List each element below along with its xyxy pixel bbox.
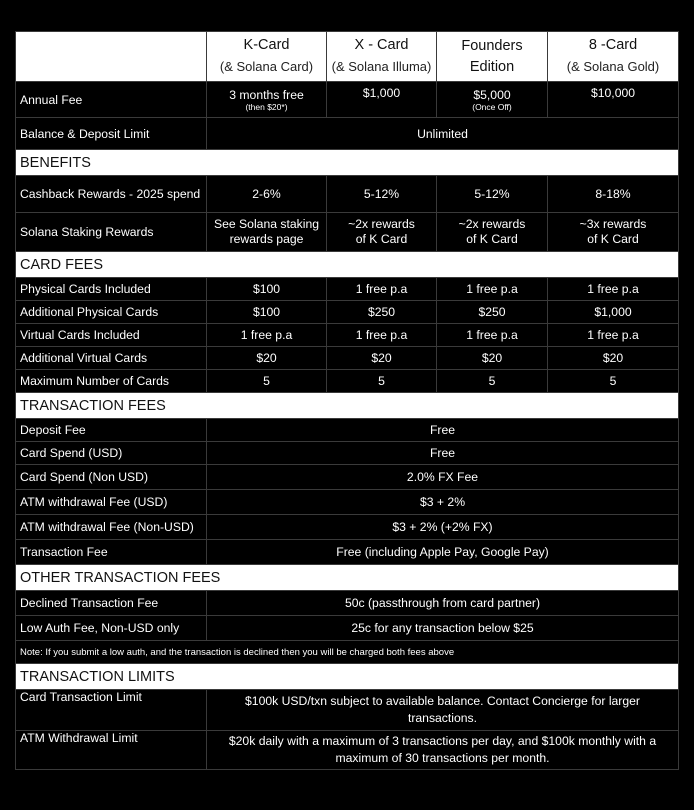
table-row xyxy=(16,490,679,515)
cell-k-card: 1 free p.a xyxy=(207,324,327,347)
row-value: $3 + 2% (+2% FX) xyxy=(207,515,679,540)
row-value: Free xyxy=(207,442,679,465)
cell-founders: 1 free p.a xyxy=(437,278,548,301)
cashback-founders: 5-12% xyxy=(437,176,548,213)
balance-row xyxy=(16,118,679,150)
header-x-card: X - Card (& Solana Illuma) xyxy=(327,32,437,82)
cell-x-card: 5 xyxy=(327,370,437,393)
cell-k-card: $100 xyxy=(207,278,327,301)
table-row xyxy=(16,731,679,770)
section-title: TRANSACTION FEES xyxy=(16,393,679,419)
table-row xyxy=(16,442,679,465)
annual-fee-row xyxy=(16,82,679,118)
row-value: 25c for any transaction below $25 xyxy=(207,616,679,641)
section-title: OTHER TRANSACTION FEES xyxy=(16,565,679,591)
cashback-8-card: 8-18% xyxy=(548,176,679,213)
table-row xyxy=(16,419,679,442)
cell-k-card: 5 xyxy=(207,370,327,393)
section-title: TRANSACTION LIMITS xyxy=(16,664,679,690)
row-value: $100k USD/txn subject to available balance. Contact Concierge for larger transactions. xyxy=(207,690,679,731)
table-row xyxy=(16,301,679,324)
row-label: Card Spend (USD) xyxy=(16,442,207,465)
row-label: Deposit Fee xyxy=(16,419,207,442)
cell-8-card: $1,000 xyxy=(548,301,679,324)
annual-fee-x-card: $1,000 xyxy=(327,82,437,118)
cell-founders: 5 xyxy=(437,370,548,393)
section-title: CARD FEES xyxy=(16,252,679,278)
row-label: Additional Physical Cards xyxy=(16,301,207,324)
cell-k-card: $100 xyxy=(207,301,327,324)
row-label: ATM withdrawal Fee (USD) xyxy=(16,490,207,515)
cell-8-card: 5 xyxy=(548,370,679,393)
row-label: Low Auth Fee, Non-USD only xyxy=(16,616,207,641)
cell-8-card: 1 free p.a xyxy=(548,324,679,347)
row-value: 2.0% FX Fee xyxy=(207,465,679,490)
cell-8-card: $20 xyxy=(548,347,679,370)
table-row xyxy=(16,540,679,565)
row-label: ATM Withdrawal Limit xyxy=(16,731,207,770)
cell-x-card: 1 free p.a xyxy=(327,278,437,301)
table-row xyxy=(16,370,679,393)
row-label: Physical Cards Included xyxy=(16,278,207,301)
row-label: Solana Staking Rewards xyxy=(16,213,207,252)
staking-x-card: ~2x rewards of K Card xyxy=(327,213,437,252)
cell-founders: 1 free p.a xyxy=(437,324,548,347)
row-label: Maximum Number of Cards xyxy=(16,370,207,393)
note-text: Note: If you submit a low auth, and the transaction is declined then you will be charged both fees above xyxy=(16,641,679,664)
annual-fee-founders: $5,000 (Once Off) xyxy=(437,82,548,118)
pricing-comparison-table xyxy=(15,31,679,770)
row-label: ATM withdrawal Fee (Non-USD) xyxy=(16,515,207,540)
row-label: Virtual Cards Included xyxy=(16,324,207,347)
cell-x-card: $250 xyxy=(327,301,437,324)
header-corner-cell xyxy=(16,32,207,82)
cell-founders: $20 xyxy=(437,347,548,370)
row-value: $20k daily with a maximum of 3 transactions per day, and $100k monthly with a maximum of 30 transactions per month. xyxy=(207,731,679,770)
section-other-fees xyxy=(16,565,679,591)
table-row xyxy=(16,278,679,301)
section-benefits xyxy=(16,150,679,176)
staking-8-card: ~3x rewards of K Card xyxy=(548,213,679,252)
table-row xyxy=(16,690,679,731)
balance-value: Unlimited xyxy=(207,118,679,150)
table-row xyxy=(16,591,679,616)
table-row xyxy=(16,347,679,370)
table-row xyxy=(16,324,679,347)
section-limits xyxy=(16,664,679,690)
cashback-x-card: 5-12% xyxy=(327,176,437,213)
row-label: Annual Fee xyxy=(16,82,207,118)
row-value: Free xyxy=(207,419,679,442)
section-card-fees xyxy=(16,252,679,278)
row-value: 50c (passthrough from card partner) xyxy=(207,591,679,616)
row-label: Additional Virtual Cards xyxy=(16,347,207,370)
annual-fee-k-card: 3 months free (then $20*) xyxy=(207,82,327,118)
staking-row xyxy=(16,213,679,252)
cashback-row xyxy=(16,176,679,213)
row-label: Card Spend (Non USD) xyxy=(16,465,207,490)
row-label: Cashback Rewards - 2025 spend xyxy=(16,176,207,213)
header-row xyxy=(16,32,679,82)
row-label: Declined Transaction Fee xyxy=(16,591,207,616)
row-label: Balance & Deposit Limit xyxy=(16,118,207,150)
cell-founders: $250 xyxy=(437,301,548,324)
row-value: $3 + 2% xyxy=(207,490,679,515)
header-k-card: K-Card (& Solana Card) xyxy=(207,32,327,82)
cell-x-card: 1 free p.a xyxy=(327,324,437,347)
note-row xyxy=(16,641,679,664)
row-label: Card Transaction Limit xyxy=(16,690,207,731)
cell-8-card: 1 free p.a xyxy=(548,278,679,301)
section-transaction-fees xyxy=(16,393,679,419)
cell-x-card: $20 xyxy=(327,347,437,370)
cashback-k-card: 2-6% xyxy=(207,176,327,213)
row-label: Transaction Fee xyxy=(16,540,207,565)
row-value: Free (including Apple Pay, Google Pay) xyxy=(207,540,679,565)
table-row xyxy=(16,515,679,540)
header-8-card: 8 -Card (& Solana Gold) xyxy=(548,32,679,82)
table-row xyxy=(16,465,679,490)
section-title: BENEFITS xyxy=(16,150,679,176)
header-founders-edition: Founders Edition xyxy=(437,32,548,82)
staking-founders: ~2x rewards of K Card xyxy=(437,213,548,252)
staking-k-card: See Solana staking rewards page xyxy=(207,213,327,252)
cell-k-card: $20 xyxy=(207,347,327,370)
annual-fee-8-card: $10,000 xyxy=(548,82,679,118)
table-row xyxy=(16,616,679,641)
